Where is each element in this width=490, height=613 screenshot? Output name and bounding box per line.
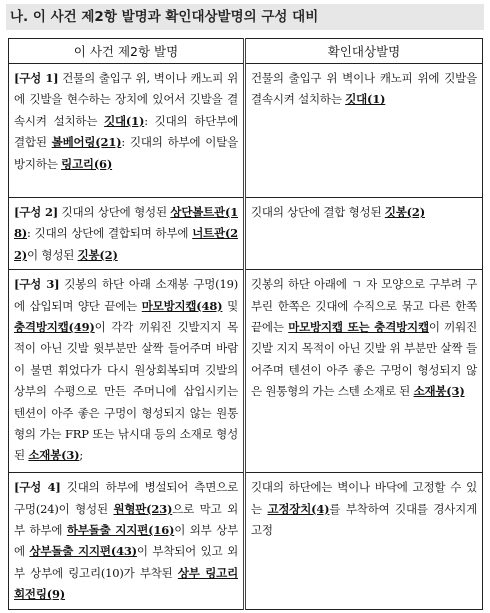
- section-heading: 나. 이 사건 제2항 발명과 확인대상발명의 구성 대비: [6, 4, 484, 30]
- column-header-claim2: 이 사건 제2항 발명: [9, 39, 245, 64]
- cell-text: : 깃대의 하단부에 결합된: [14, 113, 238, 150]
- comparison-table: [8, 38, 483, 610]
- cell-text: 깃대의 상단에 형성된: [58, 205, 171, 219]
- cell-text: 이 외부 상부에: [14, 523, 238, 559]
- component-term: 소재봉(3): [28, 448, 80, 463]
- table-row: [9, 270, 483, 473]
- cell-text: 깃봉의 하단 아래에 ㄱ 자 모양으로 구부려 구부린 한쪽은 깃대에 수직으로 묶고 다른 한쪽 끝에는: [251, 277, 477, 335]
- component-term: 상단볼트관(18): [14, 205, 238, 241]
- component-term: 깃대(1): [104, 113, 145, 128]
- target-invention-cell: [245, 270, 483, 473]
- component-term: 상부 링고리 회전링(9): [14, 565, 238, 602]
- component-term: 볼베어링(21): [51, 135, 122, 150]
- claim2-cell: [9, 198, 245, 270]
- cell-text: 를 부착하여 깃대를 경사지게 고정: [251, 501, 477, 538]
- cell-text: 으로 막고 외부 하부에: [14, 501, 238, 538]
- component-term: 깃봉(2): [77, 247, 118, 262]
- claim2-cell: [9, 473, 245, 609]
- cell-text: : 깃대의 하부에 이탈을 방지하는: [14, 135, 238, 171]
- component-term: 소재봉(3): [413, 384, 465, 399]
- cell-text: : 깃대의 상단에 결합되며 하부에: [27, 226, 193, 241]
- cell-text: 건물의 출입구 위 벽이나 캐노피 위에 깃발을 결속시켜 설치하는: [251, 71, 477, 107]
- component-term: 고정장치(4): [267, 501, 330, 516]
- cell-text: 깃대의 하단에는 벽이나 바닥에 고정할 수 있는: [251, 480, 477, 516]
- cell-text: 이 각각 끼워진 깃발지지 목적이 아닌 깃발 윗부분만 살짝 들어주며 바람이 불면 휘었다가 다시 원상회복되며 깃발의 상부의 수평으로 만든 주머니에 삽입시키는 텐션이 아주 좋은 구멍이 형성되지 않는 원통형의 가는 FRP 또는 낚시대 등의 소재로 형성된: [14, 320, 238, 463]
- cell-text: 깃대의 상단에 결합 형성된: [251, 205, 385, 219]
- element-label: [구성 1]: [14, 71, 59, 85]
- cell-text: ;: [79, 448, 84, 463]
- target-invention-cell: [245, 64, 483, 198]
- table-row: [9, 198, 483, 270]
- cell-text: 깃봉의 하단 아래 소재봉 구멍(19)에 삽입되며 양단 끝에는: [14, 277, 238, 313]
- cell-text: 이 부착되어 있고 외부 상부에 링고리(10)가 부착된: [14, 544, 238, 580]
- claim2-cell: [9, 270, 245, 473]
- component-term: 마모방지캡(48): [141, 298, 223, 313]
- component-term: 링고리(6): [61, 156, 113, 171]
- cell-text: 이 끼워진 깃발 지지 목적이 아닌 깃발 위 부분만 살짝 들어주며 텐션이 아주 좋은 구멍이 형성되지 않은 원통형의 가는 스텐 소재로 된: [251, 320, 478, 399]
- target-invention-cell: [245, 473, 483, 609]
- component-term: 깃봉(2): [384, 205, 425, 219]
- component-term: 깃대(1): [345, 92, 386, 107]
- table-header-row: [9, 39, 483, 64]
- column-header-target-invention: 확인대상발명: [245, 39, 483, 64]
- component-term: 충격방지캡(49): [14, 320, 95, 335]
- table-row: [9, 473, 483, 609]
- element-label: [구성 4]: [14, 480, 61, 495]
- table-row: [9, 64, 483, 198]
- cell-text: 이 형성된: [27, 247, 78, 262]
- component-term: 상부돌출 지지편(43): [29, 544, 137, 559]
- claim2-cell: [9, 64, 245, 198]
- component-term: 원형판(23): [113, 501, 173, 516]
- component-term: 하부돌출 지지편(16): [66, 523, 175, 538]
- element-label: [구성 3]: [14, 277, 60, 292]
- cell-text: 및: [222, 298, 238, 313]
- cell-text: 건물의 출입구 위, 벽이나 캐노피 위에 깃발을 현수하는 장치에 있어서 깃발을 결속시켜 설치하는: [14, 71, 238, 128]
- element-label: [구성 2]: [14, 205, 59, 219]
- component-term: 마모방지캡 또는 충격방지캡: [288, 320, 429, 335]
- cell-text: 깃대의 하부에 병설되어 측면으로 구멍(24)이 형성된: [14, 480, 239, 516]
- component-term: 너트관(22): [14, 226, 238, 262]
- target-invention-cell: [245, 198, 483, 270]
